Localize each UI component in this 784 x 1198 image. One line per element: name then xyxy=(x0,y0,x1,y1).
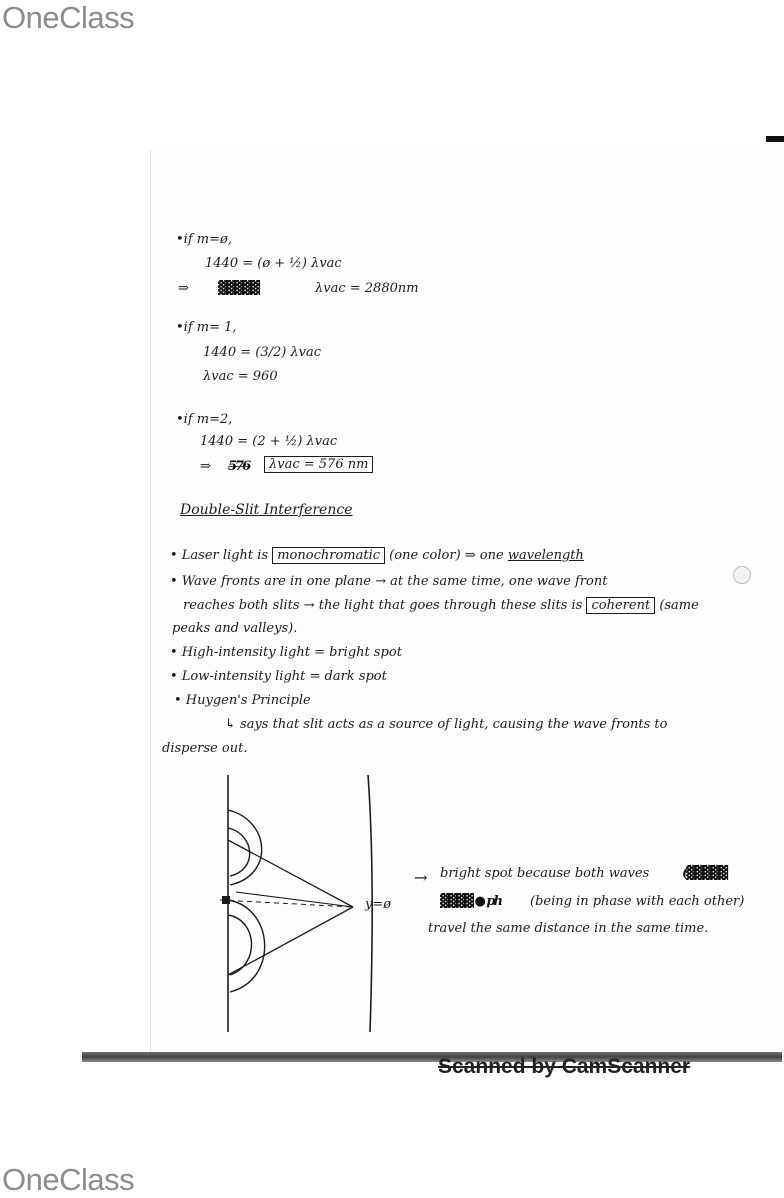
huygens-explanation-line2: disperse out. xyxy=(162,741,248,756)
huygens-explanation: ↳ says that slit acts as a source of light, causing the wave fronts to xyxy=(225,717,668,732)
diagram-note-line2: (being in phase with each other) xyxy=(530,894,745,909)
case-m2-condition: •if m=2, xyxy=(176,412,233,427)
bullet-laser-pre: • Laser light is xyxy=(170,548,269,563)
case-m1-result: λvac = 960 xyxy=(203,369,278,384)
diagram-note-line3: travel the same distance in the same time. xyxy=(428,921,709,936)
diagram-note-scribble2: ▓▓▓▓ ● ph xyxy=(440,894,501,909)
double-slit-diagram xyxy=(200,770,390,1040)
section-title: Double-Slit Interference xyxy=(180,502,353,518)
ray-upper xyxy=(228,840,353,907)
diagram-note-scribble1: (▓▓▓▓▓ xyxy=(682,866,727,881)
case-m0-condition: •if m=ø, xyxy=(176,232,232,247)
case-m2-result-box: λvac = 576 nm xyxy=(264,456,373,473)
bullet-huygens: • Huygen's Principle xyxy=(174,693,311,708)
ray-lower xyxy=(228,907,353,975)
case-m2-arrow: ⇒ xyxy=(200,459,211,474)
wavefront-lower-outer xyxy=(228,900,265,992)
diagram-center-label: y=ø xyxy=(365,897,392,912)
case-m0-equation: 1440 = (ø + ½) λvac xyxy=(205,256,342,271)
case-m1-condition: •if m= 1, xyxy=(176,320,237,335)
wavefront-upper-outer xyxy=(228,810,262,885)
wavelength-underlined: wavelength xyxy=(507,548,584,563)
bullet-low-intensity: • Low-intensity light = dark spot xyxy=(170,669,387,684)
oneclass-logo-footer xyxy=(2,1162,134,1198)
diagram-note-line1: bright spot because both waves xyxy=(440,866,650,881)
wavefront-upper-inner xyxy=(228,828,250,876)
diagram-arrow: → xyxy=(414,868,428,887)
coherent-box: coherent xyxy=(586,597,655,614)
wavefronts-line2-pre: reaches both slits → the light that goes through these slits is xyxy=(183,598,583,613)
case-m0-result: λvac = 2880nm xyxy=(315,281,419,296)
bullet-laser xyxy=(170,548,584,563)
bullet-wavefronts-line3: peaks and valleys). xyxy=(172,621,298,636)
wavefront-lower-inner xyxy=(228,915,252,975)
oneclass-logo xyxy=(2,0,134,36)
case-m0-arrow: ⇒ xyxy=(178,281,189,296)
case-m2-scribble: 5̶7̶6̶ xyxy=(228,459,250,474)
logo-text-footer: OneClass xyxy=(2,1162,135,1197)
camscanner-watermark: Scanned by CamScanner xyxy=(438,1055,691,1078)
bullet-wavefronts-line2 xyxy=(183,598,699,613)
binder-hole-mark xyxy=(733,566,751,584)
logo-text: OneClass xyxy=(2,0,135,35)
monochromatic-box: monochromatic xyxy=(272,547,385,564)
bullet-laser-post: (one color) ⇒ one xyxy=(389,548,504,563)
bullet-high-intensity: • High-intensity light = bright spot xyxy=(170,645,402,660)
page-edge-mark xyxy=(766,136,784,142)
ray-middle xyxy=(236,892,353,907)
slit-dot xyxy=(222,896,230,904)
case-m0-scribble: ▓▓▓▓▓ xyxy=(218,281,258,296)
case-m1-equation: 1440 = (3/2) λvac xyxy=(203,345,322,360)
case-m2-equation: 1440 = (2 + ½) λvac xyxy=(200,434,338,449)
wavefronts-line2-post: (same xyxy=(659,598,699,613)
bullet-wavefronts: • Wave fronts are in one plane → at the same time, one wave front xyxy=(170,574,608,589)
